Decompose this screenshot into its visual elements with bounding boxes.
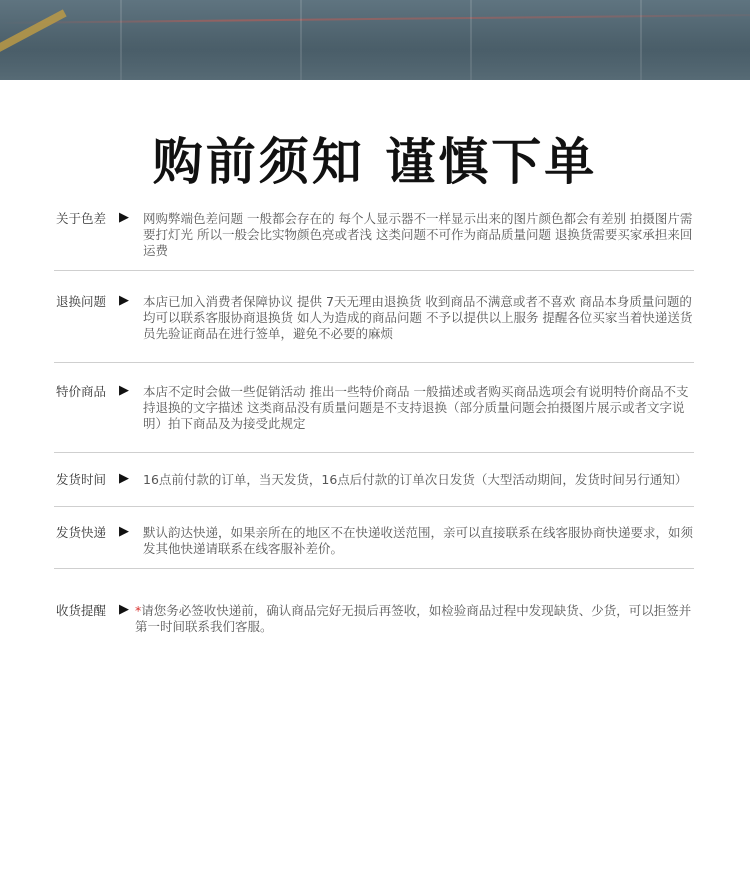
notice-text: 本店已加入消费者保障协议 提供 7天无理由退换货 收到商品不满意或者不喜欢 商品本身质量问题的均可以联系客服协商退换货 如人为造成的商品问题 不予以提供以上服务 提醒各位买家当着快递送货员先验证商品在进行签单，避免不必要的麻烦 <box>143 294 693 341</box>
top-banner-image <box>0 0 750 80</box>
notice-text-wrapper <box>135 603 698 635</box>
notice-text: 本店不定时会做一些促销活动 推出一些特价商品 一般描述或者购买商品选项会有说明特价商品不支持退换的文字描述 这类商品没有质量问题是不支持退换（部分质量问题会拍摄图片展示或者文字说明）拍下商品及为接受此规定 <box>143 384 689 431</box>
banner-shade <box>0 50 750 80</box>
asterisk-mark: * <box>135 603 142 618</box>
triangle-right-icon: ▶ <box>119 210 129 225</box>
notice-label: 发货快递 <box>56 525 107 540</box>
notice-label: 发货时间 <box>56 472 107 487</box>
triangle-right-icon: ▶ <box>119 602 129 617</box>
divider <box>54 506 694 507</box>
notice-text: 默认韵达快递，如果亲所在的地区不在快递收送范围，亲可以直接联系在线客服协商快递要求，如须发其他快递请联系在线客服补差价。 <box>143 525 694 556</box>
divider <box>54 568 694 569</box>
notice-label: 关于色差 <box>56 211 107 226</box>
notice-text: 16点前付款的订单，当天发货，16点后付款的订单次日发货（大型活动期间，发货时间另行通知） <box>143 472 688 487</box>
triangle-right-icon: ▶ <box>119 471 129 486</box>
notice-text: 请您务必签收快递前，确认商品完好无损后再签收，如检验商品过程中发现缺货、少货，可以拒签并第一时间联系我们客服。 <box>135 603 692 634</box>
divider <box>54 270 694 271</box>
notice-label: 退换问题 <box>56 294 107 309</box>
page-title: 购前须知 谨慎下单 <box>152 133 598 191</box>
triangle-right-icon: ▶ <box>119 524 129 539</box>
divider <box>54 362 694 363</box>
triangle-right-icon: ▶ <box>119 383 129 398</box>
notice-label: 收货提醒 <box>56 603 107 618</box>
divider <box>54 452 694 453</box>
notice-label: 特价商品 <box>56 384 107 399</box>
banner-red-line <box>0 14 750 24</box>
notice-text: 网购弊端色差问题 一般都会存在的 每个人显示器不一样显示出来的图片颜色都会有差别 拍摄图片需要打灯光 所以一般会比实物颜色亮或者浅 这类问题不可作为商品质量问题 退换货需要买家承担来回运费 <box>143 211 693 258</box>
triangle-right-icon: ▶ <box>119 293 129 308</box>
